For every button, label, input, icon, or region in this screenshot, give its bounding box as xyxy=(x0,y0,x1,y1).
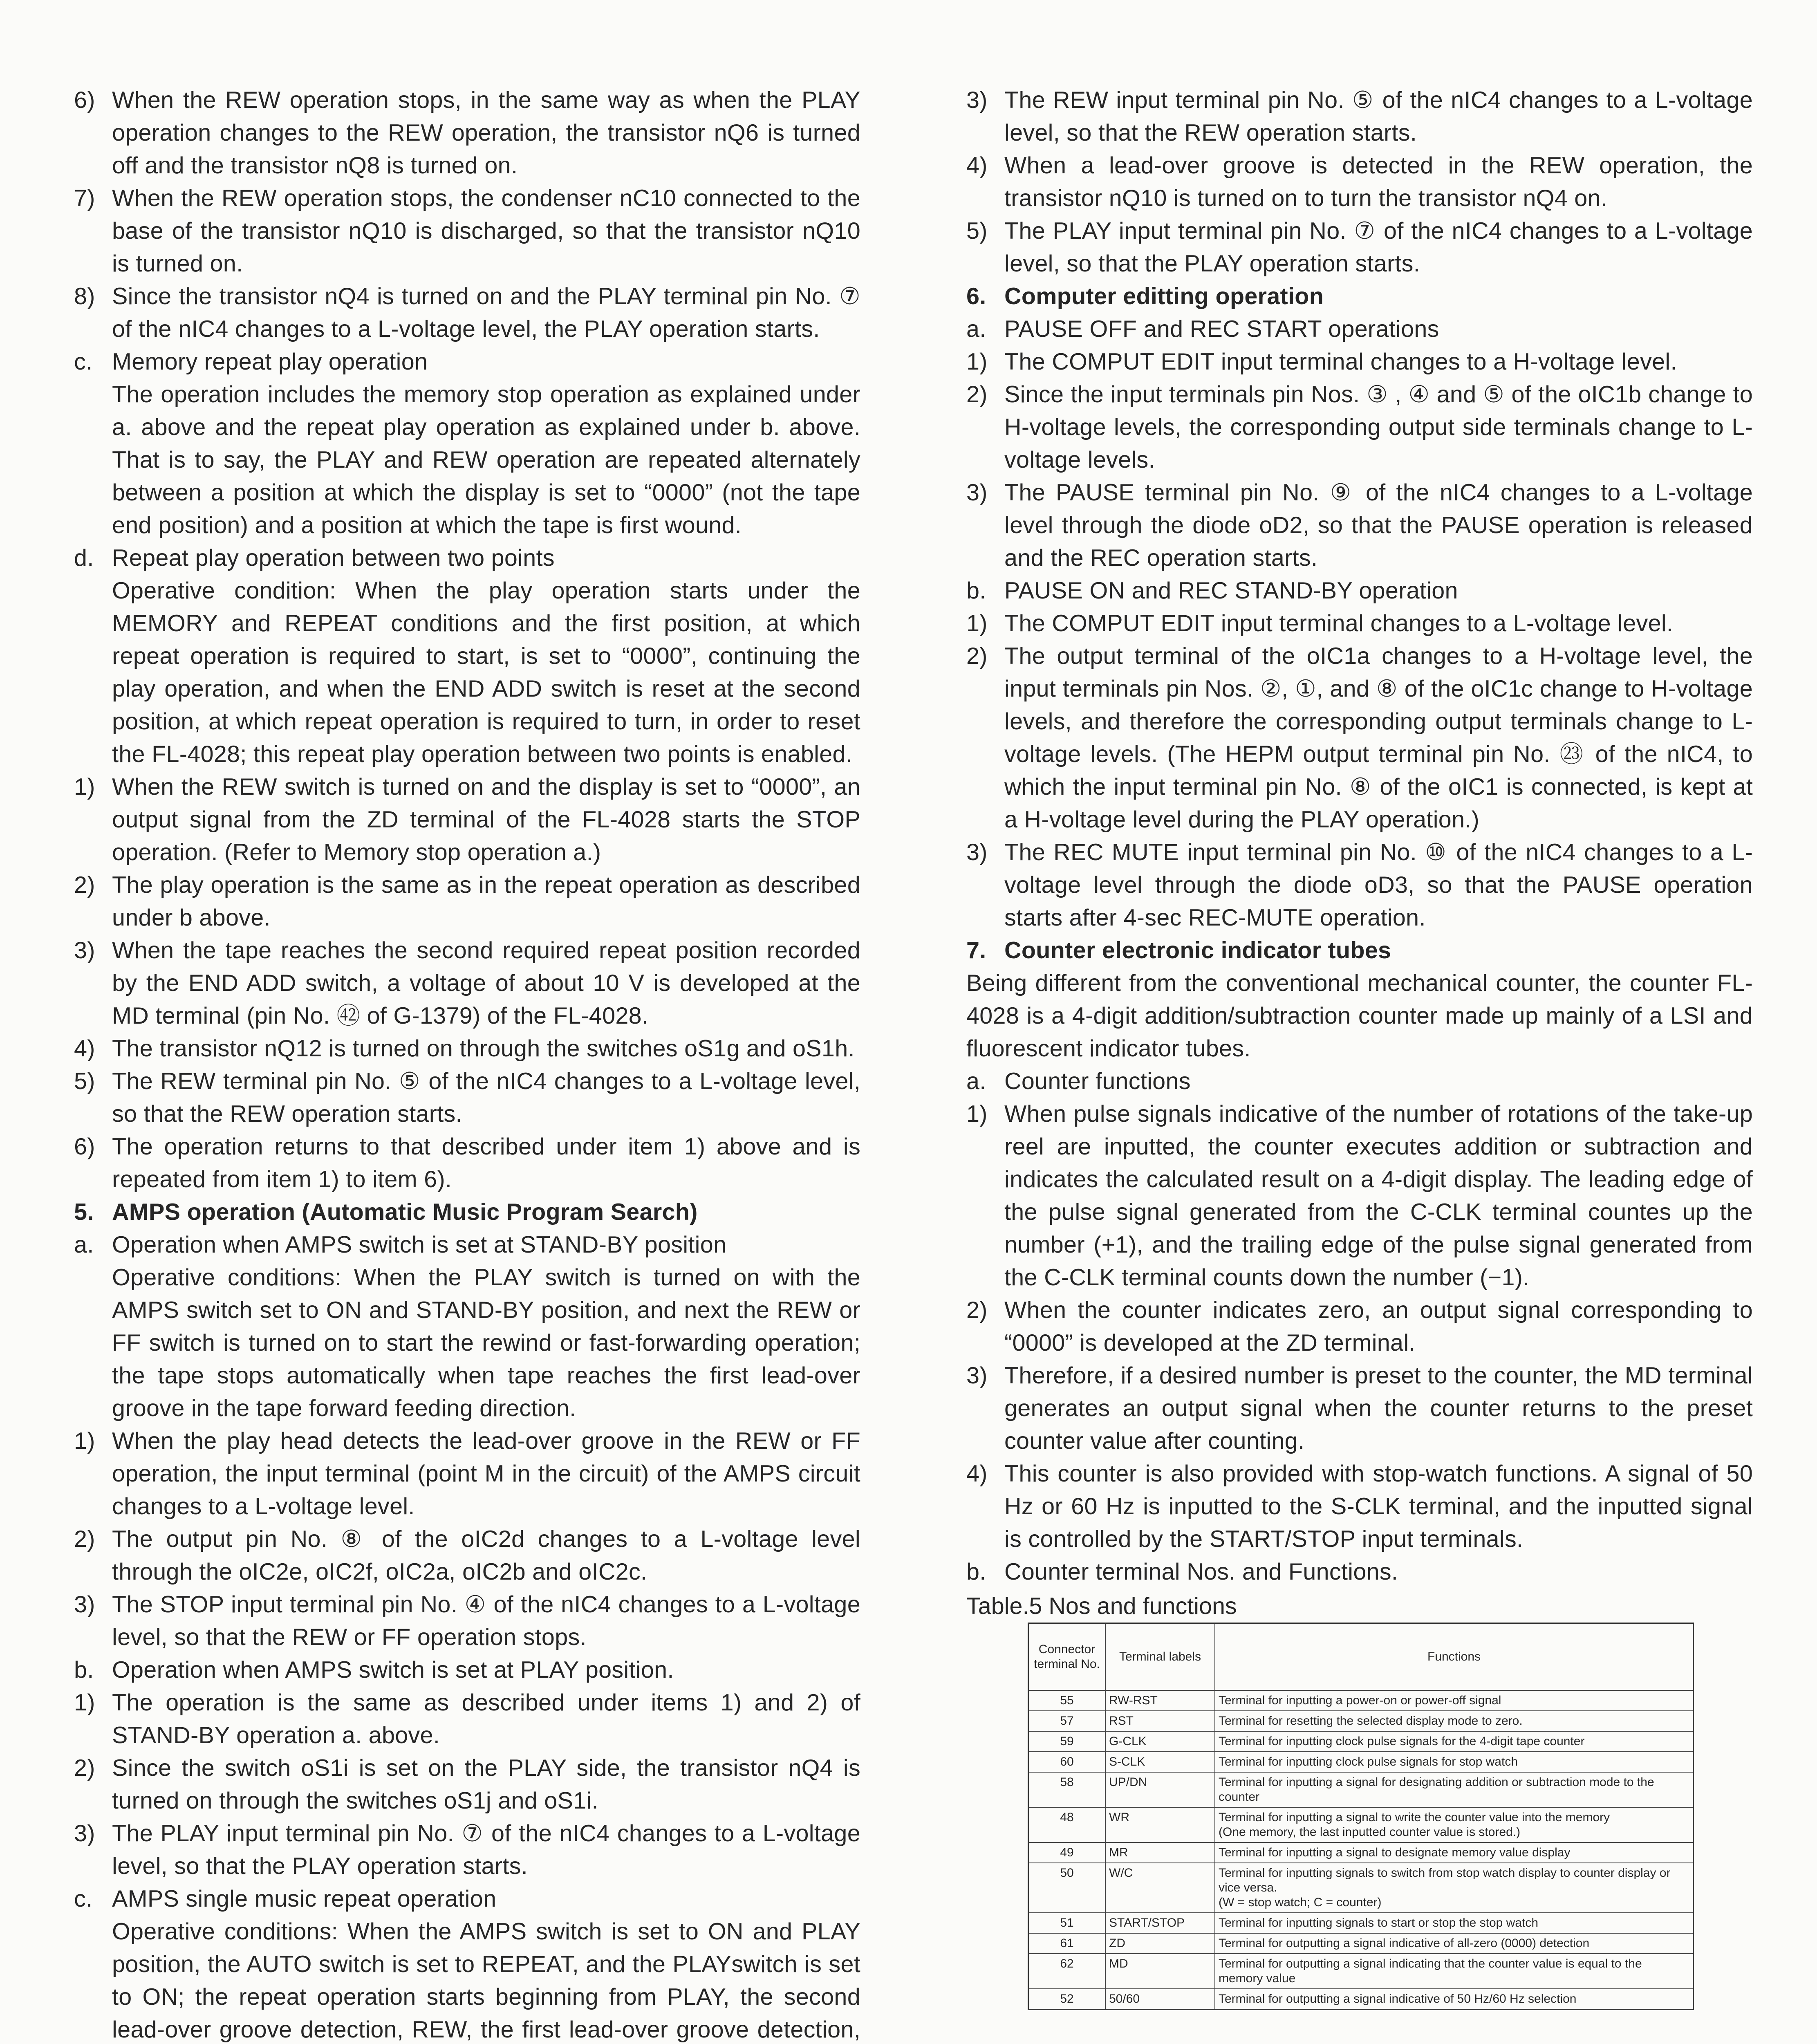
list-item xyxy=(966,607,1753,640)
list-item xyxy=(966,1098,1753,1294)
item-text: Computer editting operation xyxy=(1004,283,1324,309)
cell-connector-no: 48 xyxy=(1028,1807,1106,1842)
item-text: The operation includes the memory stop operation as explained under a. above and the repeat play operation as explained under b. above. That is to say, the PLAY and REW operation are repeated alternately between a position at which the display is set to “0000” (not the tape end position) and a position at which the tape is first wound. xyxy=(112,381,860,538)
cell-function: Terminal for inputting a signal for designating addition or subtraction mode to the counter xyxy=(1215,1772,1694,1807)
item-text: The output pin No. ⑧ of the oIC2d changes to a L-voltage level through the oIC2e, oIC2f, oIC2a, oIC2b and oIC2c. xyxy=(112,1526,860,1585)
item-text: The output terminal of the oIC1a changes to a H-voltage level, the input terminals pin Nos. ②, ①, and ⑧ of the oIC1c change to H-voltage levels, and therefore the corresponding output terminals change to L-voltage levels. (The HEPM output terminal pin No. ㉓ of the nIC4, to which the input terminal pin No. ⑧ of the oIC1 is connected, is kept at a H-voltage level during the PLAY operation.) xyxy=(1004,643,1753,833)
item-text: The PLAY input terminal pin No. ⑦ of the nIC4 changes to a L-voltage level, so that the PLAY operation starts. xyxy=(1004,218,1753,277)
item-marker: 1) xyxy=(966,610,988,637)
item-marker: 2) xyxy=(966,643,988,669)
table-row xyxy=(1028,1913,1694,1933)
item-marker: 1) xyxy=(74,1690,95,1716)
list-item xyxy=(966,1457,1753,1555)
item-text: AMPS single music repeat operation xyxy=(112,1886,497,1912)
item-text: Since the transistor nQ4 is turned on and the PLAY terminal pin No. ⑦ of the nIC4 changes to a L-voltage level, the PLAY operation starts. xyxy=(112,283,860,342)
item-marker: 2) xyxy=(74,1755,95,1781)
item-text: The PAUSE terminal pin No. ⑨ of the nIC4 changes to a L-voltage level through the diode oD2, so that the PAUSE operation is released and the REC operation starts. xyxy=(1004,480,1753,571)
item-marker: a. xyxy=(966,316,986,342)
item-marker xyxy=(74,378,112,542)
item-marker: 8) xyxy=(74,283,95,309)
cell-terminal-label: 50/60 xyxy=(1105,1989,1215,2010)
item-text: Counter electronic indicator tubes xyxy=(1004,937,1391,964)
list-item xyxy=(966,1065,1753,1098)
item-text: The STOP input terminal pin No. ④ of the nIC4 changes to a L-voltage level, so that the REW or FF operation stops. xyxy=(112,1591,860,1650)
item-text: Repeat play operation between two points xyxy=(112,545,555,571)
list-item xyxy=(966,345,1753,378)
cell-connector-no: 62 xyxy=(1028,1954,1106,1989)
list-item xyxy=(74,771,860,869)
cell-function: Terminal for inputting a power-on or power-off signal xyxy=(1215,1690,1694,1711)
item-text: The COMPUT EDIT input terminal changes to a H-voltage level. xyxy=(1004,349,1677,375)
table-row xyxy=(1028,1711,1694,1731)
cell-terminal-label: WR xyxy=(1105,1807,1215,1842)
item-text: When the REW operation stops, the condenser nC10 connected to the base of the transistor nQ10 is discharged, so that the transistor nQ10 is turned on. xyxy=(112,185,860,277)
item-marker: b. xyxy=(966,1559,986,1585)
paragraph xyxy=(74,1261,860,1425)
list-item xyxy=(966,1555,1753,1588)
item-text: When the counter indicates zero, an output signal corresponding to “0000” is developed at the ZD terminal. xyxy=(1004,1297,1753,1356)
cell-terminal-label: MR xyxy=(1105,1842,1215,1863)
cell-connector-no: 58 xyxy=(1028,1772,1106,1807)
item-marker: d. xyxy=(74,545,94,571)
list-item xyxy=(74,1752,860,1817)
item-marker: c. xyxy=(74,1886,93,1912)
list-item xyxy=(74,345,860,378)
item-text: AMPS operation (Automatic Music Program Search) xyxy=(112,1199,698,1225)
cell-connector-no: 61 xyxy=(1028,1933,1106,1954)
item-marker: 5) xyxy=(966,218,988,244)
item-marker: 2) xyxy=(966,381,988,408)
cell-terminal-label: MD xyxy=(1105,1954,1215,1989)
item-marker xyxy=(74,1915,112,2044)
item-text: The REC MUTE input terminal pin No. ⑩ of the nIC4 changes to a L-voltage level through the diode oD3, so that the PAUSE operation starts after 4-sec REC-MUTE operation. xyxy=(1004,839,1753,931)
table-body xyxy=(1028,1690,1694,2010)
cell-connector-no: 51 xyxy=(1028,1913,1106,1933)
cell-terminal-label: ZD xyxy=(1105,1933,1215,1954)
cell-terminal-label: RST xyxy=(1105,1711,1215,1731)
cell-connector-no: 50 xyxy=(1028,1863,1106,1913)
header-functions: Functions xyxy=(1215,1623,1694,1691)
item-marker: 3) xyxy=(966,480,988,506)
cell-function: Terminal for inputting a signal to designate memory value display xyxy=(1215,1842,1694,1863)
right_column-paragraph: Being different from the conventional mechanical counter, the counter FL-4028 is a 4-digit addition/subtraction counter made up mainly of a LSI and fluorescent indicator tubes. xyxy=(966,970,1753,1062)
list-item xyxy=(74,869,860,934)
item-text: When the REW switch is turned on and the display is set to “0000”, an output signal from the ZD terminal of the FL-4028 starts the STOP operation. (Refer to Memory stop operation a.) xyxy=(112,774,860,865)
paragraph xyxy=(74,378,860,542)
item-marker xyxy=(74,574,112,771)
header-terminal-labels: Terminal labels xyxy=(1105,1623,1215,1691)
list-item xyxy=(74,1588,860,1654)
item-text: PAUSE ON and REC STAND-BY operation xyxy=(1004,578,1458,604)
item-marker: c. xyxy=(74,349,93,375)
item-text: Operative conditions: When the AMPS switch is set to ON and PLAY position, the AUTO switch is set to REPEAT, and the PLAYswitch is set to ON; the repeat operation starts beginning from PLAY, the second lead-over groove detection, REW, the first lead-over groove detection, xyxy=(112,1918,860,2043)
cell-connector-no: 49 xyxy=(1028,1842,1106,1863)
list-item xyxy=(74,1130,860,1196)
item-text: Operation when AMPS switch is set at STAND-BY position xyxy=(112,1232,727,1258)
item-marker: 2) xyxy=(966,1297,988,1323)
list-item xyxy=(74,1228,860,1261)
item-marker: 6) xyxy=(74,1134,95,1160)
list-item xyxy=(74,1883,860,1915)
paragraph xyxy=(74,574,860,771)
item-text: Operative condition: When the play operation starts under the MEMORY and REPEAT conditions and the first position, at which repeat operation is required to start, is set to “0000”, continuing the play operation, and when the END ADD switch is reset at the second position, at which repeat operation is required to turn, in order to reset the FL-4028; this repeat play operation between two points is enabled. xyxy=(112,578,860,767)
item-marker: 7) xyxy=(74,185,95,211)
list-item xyxy=(74,84,860,182)
table-row xyxy=(1028,1772,1694,1807)
item-text: When the play head detects the lead-over groove in the REW or FF operation, the input terminal (point M in the circuit) of the AMPS circuit changes to a L-voltage level. xyxy=(112,1428,860,1520)
cell-connector-no: 60 xyxy=(1028,1752,1106,1772)
list-item xyxy=(966,640,1753,836)
item-text: The PLAY input terminal pin No. ⑦ of the nIC4 changes to a L-voltage level, so that the PLAY operation starts. xyxy=(112,1820,860,1879)
item-marker: 2) xyxy=(74,1526,95,1552)
item-marker: 1) xyxy=(74,774,95,800)
table-title: Table.5 Nos and functions xyxy=(966,1593,1237,1619)
right-column xyxy=(966,84,1753,2010)
cell-function: Terminal for inputting a signal to write the counter value into the memory (One memory, the last inputted counter value is stored.) xyxy=(1215,1807,1694,1842)
item-marker: 4) xyxy=(966,1461,988,1487)
list-item xyxy=(74,1065,860,1130)
table-row xyxy=(1028,1933,1694,1954)
table-row xyxy=(1028,1863,1694,1913)
item-text: The REW terminal pin No. ⑤ of the nIC4 changes to a L-voltage level, so that the REW operation starts. xyxy=(112,1068,860,1127)
header-connector-no: Connector terminal No. xyxy=(1028,1623,1106,1691)
table-row xyxy=(1028,1989,1694,2010)
item-marker: 7. xyxy=(966,937,986,964)
item-marker: 5. xyxy=(74,1199,94,1225)
item-text: The REW input terminal pin No. ⑤ of the nIC4 changes to a L-voltage level, so that the REW operation starts. xyxy=(1004,87,1753,146)
list-item xyxy=(966,149,1753,215)
section-heading xyxy=(966,280,1753,313)
list-item xyxy=(74,1032,860,1065)
table-row xyxy=(1028,1752,1694,1772)
list-item xyxy=(74,542,860,574)
cell-connector-no: 52 xyxy=(1028,1989,1106,2010)
cell-terminal-label: G-CLK xyxy=(1105,1731,1215,1752)
section-heading xyxy=(74,1196,860,1228)
item-text: The operation is the same as described under items 1) and 2) of STAND-BY operation a. above. xyxy=(112,1690,860,1748)
item-marker: b. xyxy=(966,578,986,604)
list-item xyxy=(74,280,860,345)
cell-terminal-label: RW-RST xyxy=(1105,1690,1215,1711)
item-marker: 3) xyxy=(74,1820,95,1847)
item-text: Counter functions xyxy=(1004,1068,1191,1094)
cell-function: Terminal for outputting a signal indicative of all-zero (0000) detection xyxy=(1215,1933,1694,1954)
cell-function: Terminal for outputting a signal indicative of 50 Hz/60 Hz selection xyxy=(1215,1989,1694,2010)
item-text: Operation when AMPS switch is set at PLAY position. xyxy=(112,1657,674,1683)
item-marker: 3) xyxy=(74,937,95,964)
item-marker: 1) xyxy=(966,1101,988,1127)
cell-terminal-label: START/STOP xyxy=(1105,1913,1215,1933)
cell-terminal-label: UP/DN xyxy=(1105,1772,1215,1807)
list-item xyxy=(966,1294,1753,1359)
list-item xyxy=(966,836,1753,934)
section-heading xyxy=(966,934,1753,967)
cell-function: Terminal for inputting clock pulse signals for stop watch xyxy=(1215,1752,1694,1772)
cell-function: Terminal for resetting the selected display mode to zero. xyxy=(1215,1711,1694,1731)
cell-function: Terminal for inputting signals to start or stop the stop watch xyxy=(1215,1913,1694,1933)
list-item xyxy=(966,84,1753,149)
list-item xyxy=(966,476,1753,574)
item-text: The COMPUT EDIT input terminal changes to a L-voltage level. xyxy=(1004,610,1674,637)
paragraph xyxy=(74,1915,860,2044)
item-marker: 1) xyxy=(74,1428,95,1454)
item-marker: 2) xyxy=(74,872,95,898)
item-marker: 3) xyxy=(966,87,988,113)
item-text: PAUSE OFF and REC START operations xyxy=(1004,316,1439,342)
cell-function: Terminal for inputting signals to switch from stop watch display to counter display or vice versa. (W = stop watch; C = counter) xyxy=(1215,1863,1694,1913)
item-text: Since the input terminals pin Nos. ③ , ④ and ⑤ of the oIC1b change to H-voltage levels, the corresponding output side terminals change to L-voltage levels. xyxy=(1004,381,1753,473)
list-item xyxy=(966,378,1753,476)
item-text: Therefore, if a desired number is preset to the counter, the MD terminal generates an output signal when the counter returns to the preset counter value after counting. xyxy=(1004,1363,1753,1454)
cell-function: Terminal for inputting clock pulse signals for the 4-digit tape counter xyxy=(1215,1731,1694,1752)
list-item xyxy=(966,574,1753,607)
item-marker: 5) xyxy=(74,1068,95,1094)
item-marker: 3) xyxy=(966,1363,988,1389)
item-marker: 3) xyxy=(74,1591,95,1618)
item-text: Since the switch oS1i is set on the PLAY side, the transistor nQ4 is turned on through the switches oS1j and oS1i. xyxy=(112,1755,860,1814)
item-text: The transistor nQ12 is turned on through the switches oS1g and oS1h. xyxy=(112,1035,855,1062)
item-text: When pulse signals indicative of the number of rotations of the take-up reel are inputted, the counter executes addition or subtraction and indicates the calculated result on a 4-digit display. The leading edge of the pulse signal generated from the C-CLK terminal countes up the number (+1), and the trailing edge of the pulse signal generated from the C-CLK terminal counts down the number (−1). xyxy=(1004,1101,1753,1291)
list-item xyxy=(966,1359,1753,1457)
item-marker: 3) xyxy=(966,839,988,865)
item-text: This counter is also provided with stop-watch functions. A signal of 50 Hz or 60 Hz is inputted to the S-CLK terminal, and the inputted signal is controlled by the START/STOP input terminals. xyxy=(1004,1461,1753,1552)
list-item xyxy=(966,215,1753,280)
list-item xyxy=(74,934,860,1032)
left-column xyxy=(74,84,860,2044)
table-row xyxy=(1028,1690,1694,1711)
item-marker: a. xyxy=(74,1232,94,1258)
item-text: Memory repeat play operation xyxy=(112,349,428,375)
list-item xyxy=(74,1817,860,1883)
cell-connector-no: 57 xyxy=(1028,1711,1106,1731)
cell-connector-no: 59 xyxy=(1028,1731,1106,1752)
list-item xyxy=(74,1425,860,1523)
list-item xyxy=(74,1654,860,1686)
list-item xyxy=(74,1523,860,1588)
list-item xyxy=(74,182,860,280)
item-text: When the tape reaches the second required repeat position recorded by the END ADD switch, a voltage of about 10 V is developed at the MD terminal (pin No. ㊷ of G-1379) of the FL-4028. xyxy=(112,937,860,1029)
right-column-items xyxy=(966,84,1753,1588)
table-row xyxy=(1028,1954,1694,1989)
list-item xyxy=(966,313,1753,345)
item-marker: 6) xyxy=(74,87,95,113)
list-item xyxy=(74,1686,860,1752)
table-row xyxy=(1028,1807,1694,1842)
item-marker: 1) xyxy=(966,349,988,375)
table-row xyxy=(1028,1842,1694,1863)
functions-table xyxy=(1028,1623,1694,2010)
item-marker xyxy=(74,1261,112,1425)
item-text: The operation returns to that described under item 1) above and is repeated from item 1) to item 6). xyxy=(112,1134,860,1192)
cell-terminal-label: W/C xyxy=(1105,1863,1215,1913)
table-row xyxy=(1028,1731,1694,1752)
item-marker: 4) xyxy=(966,152,988,179)
cell-terminal-label: S-CLK xyxy=(1105,1752,1215,1772)
item-text: When the REW operation stops, in the same way as when the PLAY operation changes to the REW operation, the transistor nQ6 is turned off and the transistor nQ8 is turned on. xyxy=(112,87,860,179)
item-text: Operative conditions: When the PLAY switch is turned on with the AMPS switch set to ON and STAND-BY position, and next the REW or FF switch is turned on to start the rewind or fast-forwarding operation; the tape stops automatically when tape reaches the first lead-over groove in the tape forward feeding direction. xyxy=(112,1264,860,1421)
item-text: Counter terminal Nos. and Functions. xyxy=(1004,1559,1398,1585)
cell-function: Terminal for outputting a signal indicating that the counter value is equal to the memory value xyxy=(1215,1954,1694,1989)
item-marker: b. xyxy=(74,1657,94,1683)
item-marker: 6. xyxy=(966,283,986,309)
item-text: The play operation is the same as in the repeat operation as described under b above. xyxy=(112,872,860,931)
item-marker: 4) xyxy=(74,1035,95,1062)
item-marker: a. xyxy=(966,1068,986,1094)
table-header-row xyxy=(1028,1623,1694,1691)
item-text: When a lead-over groove is detected in the REW operation, the transistor nQ10 is turned on to turn the transistor nQ4 on. xyxy=(1004,152,1753,211)
cell-connector-no: 55 xyxy=(1028,1690,1106,1711)
